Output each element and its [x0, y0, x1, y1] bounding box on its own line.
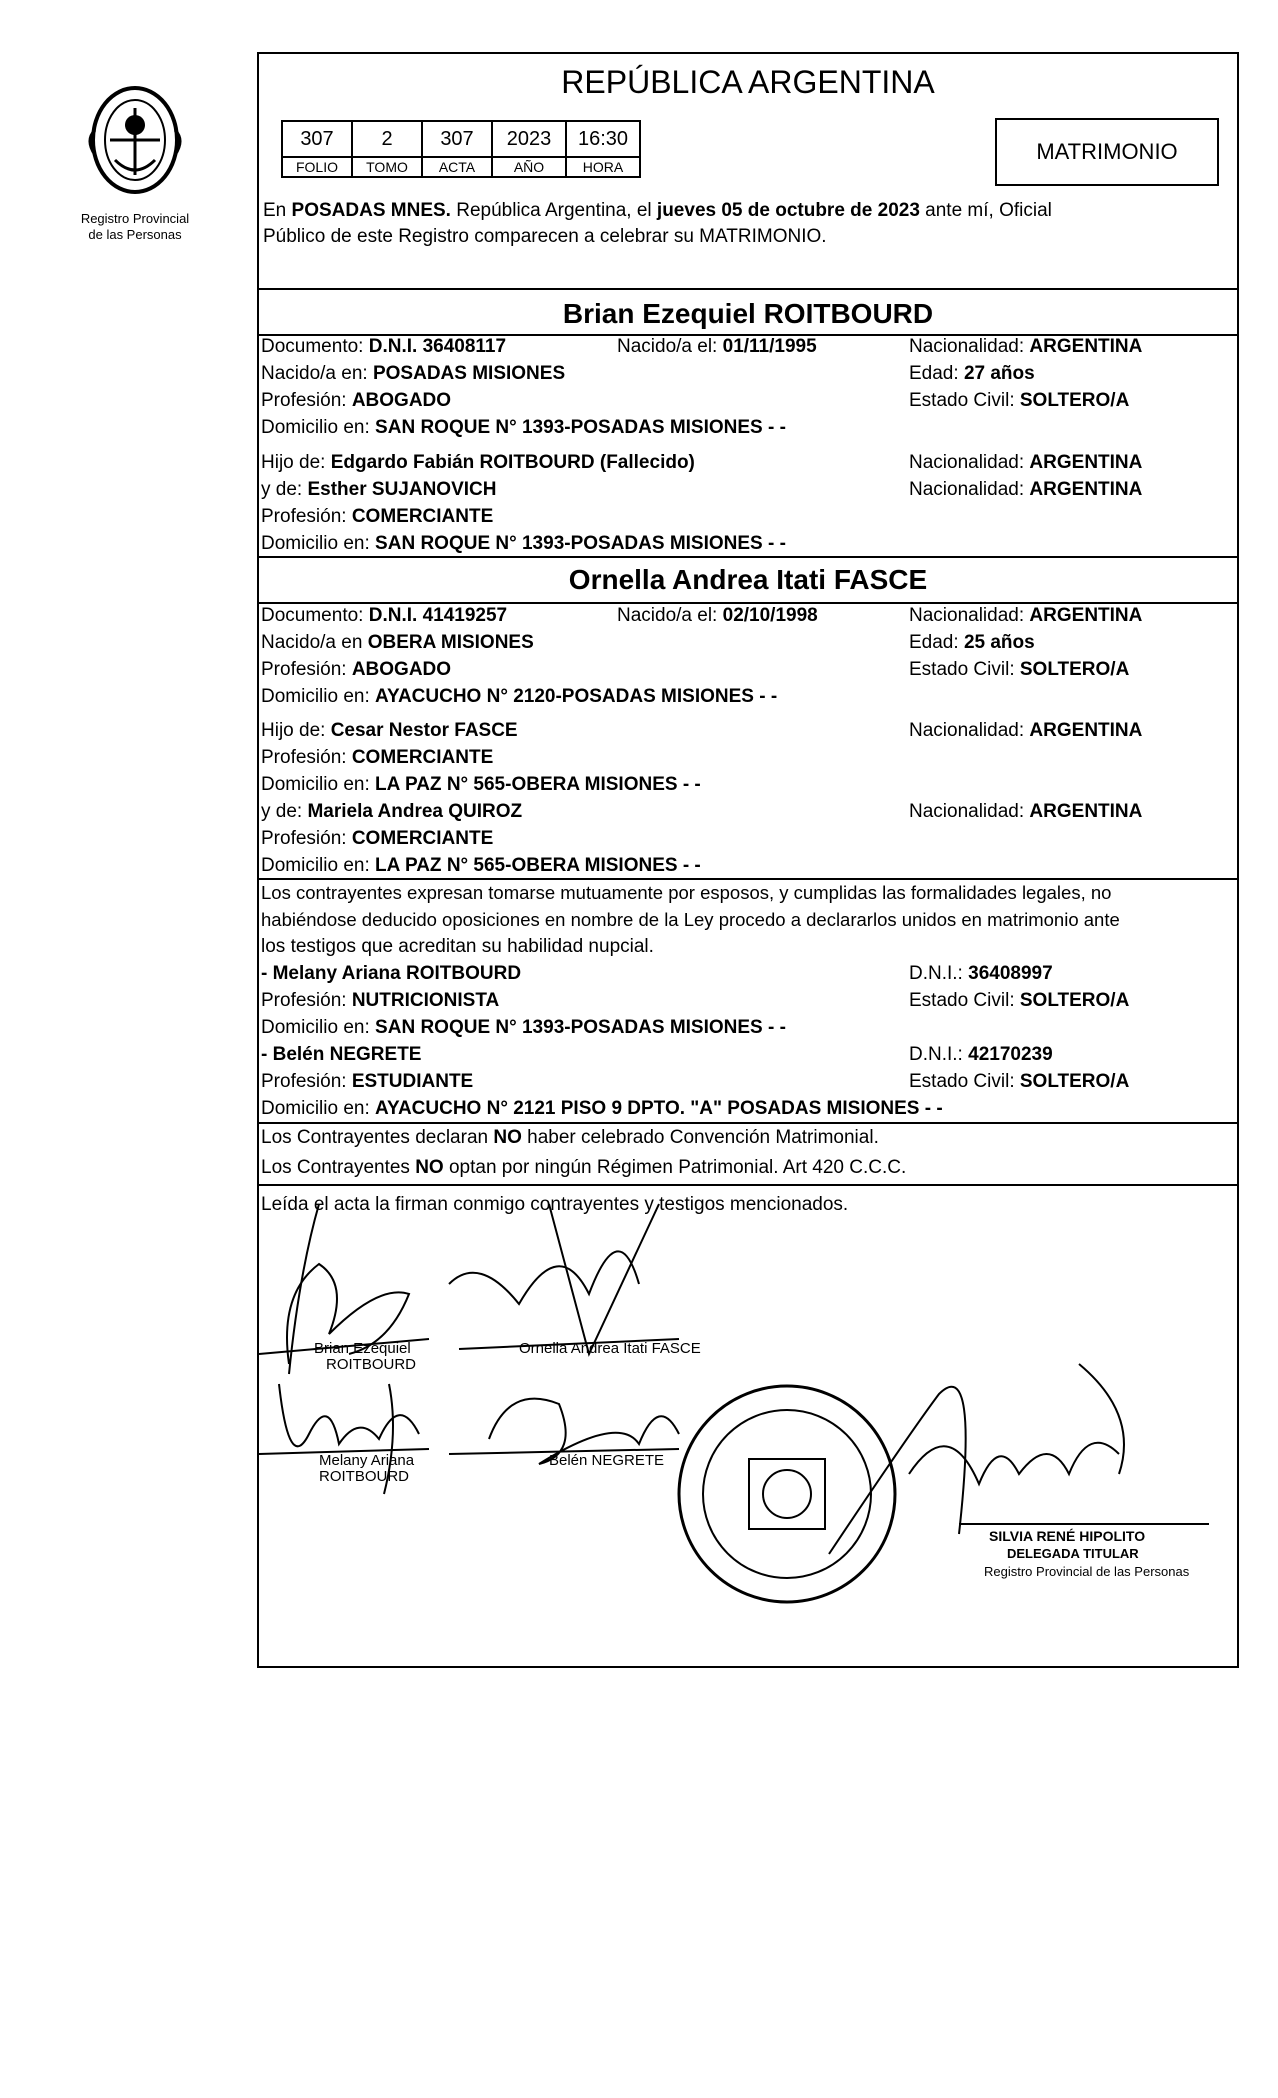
spouse1-address: Domicilio en: SAN ROQUE N° 1393-POSADAS MISIONES - - [261, 417, 786, 438]
tomo-label: TOMO [352, 157, 422, 177]
sig4-caption: Belén NEGRETE [549, 1452, 665, 1469]
declaration-line1: Los contrayentes expresan tomarse mutuamente por esposos, y cumplidas las formalidades legales, no [261, 882, 1112, 903]
spouse2-father-profession: Profesión: COMERCIANTE [261, 747, 494, 768]
spouse2-nationality: Nacionalidad: ARGENTINA [909, 605, 1143, 626]
spouse2-age: Edad: 25 años [909, 632, 1035, 653]
spouse1-born-in: Nacido/a en: POSADAS MISIONES [261, 363, 566, 384]
coat-of-arms-icon [80, 80, 190, 200]
spouse1-parents-profession: Profesión: COMERCIANTE [261, 506, 494, 527]
spouse2-father-address: Domicilio en: LA PAZ N° 565-OBERA MISIONES - - [261, 774, 701, 795]
signature-ink-strokes [259, 54, 1239, 1670]
spouse1-profession: Profesión: ABOGADO [261, 390, 452, 411]
certificate-frame [257, 52, 1239, 1668]
spouse1-mother-nationality: Nacionalidad: ARGENTINA [909, 479, 1143, 500]
spouse1-parents-address: Domicilio en: SAN ROQUE N° 1393-POSADAS MISIONES - - [261, 533, 786, 554]
spouse2-mother-profession: Profesión: COMERCIANTE [261, 828, 494, 849]
declaration-line2: habiéndose deducido oposiciones en nombre de la Ley procedo a declararlos unidos en matrimonio ante [261, 909, 1120, 930]
spouse2-name: Ornella Andrea Itati FASCE [568, 564, 928, 595]
sig1-caption-line2: ROITBOURD [326, 1356, 416, 1373]
spouse2-father-nationality: Nacionalidad: ARGENTINA [909, 720, 1143, 741]
officer-title: DELEGADA TITULAR [1007, 1546, 1139, 1561]
regime-line1: Los Contrayentes declaran NO haber celebrado Convención Matrimonial. [261, 1127, 879, 1148]
spouse1-mother: y de: Esther SUJANOVICH [261, 479, 497, 500]
declaration-line3: los testigos que acreditan su habilidad nupcial. [261, 936, 654, 957]
witness1-address: Domicilio en: SAN ROQUE N° 1393-POSADAS MISIONES - - [261, 1017, 786, 1038]
witness2-name: - Belén NEGRETE [261, 1044, 422, 1065]
spouse2-mother-address: Domicilio en: LA PAZ N° 565-OBERA MISIONES - - [261, 855, 701, 876]
spouse2-address: Domicilio en: AYACUCHO N° 2120-POSADAS MISIONES - - [261, 686, 778, 707]
spouse1-name: Brian Ezequiel ROITBOURD [562, 298, 934, 329]
acta-value: 307 [422, 121, 492, 157]
regime-line2: Los Contrayentes NO optan por ningún Régimen Patrimonial. Art 420 C.C.C. [261, 1157, 907, 1178]
officer-org: Registro Provincial de las Personas [984, 1564, 1190, 1579]
anio-label: AÑO [492, 157, 566, 177]
spouse2-profession: Profesión: ABOGADO [261, 659, 452, 680]
sig1-caption-line1: Brian Ezequiel [314, 1340, 411, 1357]
registry-logo [60, 80, 210, 260]
act-type-box: MATRIMONIO [995, 118, 1219, 186]
spouse1-born-on: Nacido/a el: 01/11/1995 [617, 336, 817, 357]
sig3-caption-line1: Melany Ariana [319, 1452, 415, 1469]
official-seal [679, 1386, 895, 1602]
spouse1-age: Edad: 27 años [909, 363, 1035, 384]
witness2-dni: D.N.I.: 42170239 [909, 1044, 1053, 1065]
spouse1-father: Hijo de: Edgardo Fabián ROITBOURD (Fallecido) [261, 452, 695, 473]
spouse2-born-on: Nacido/a el: 02/10/1998 [617, 605, 818, 626]
hora-label: HORA [566, 157, 640, 177]
folio-label: FOLIO [282, 157, 352, 177]
spouse1-father-nationality: Nacionalidad: ARGENTINA [909, 452, 1143, 473]
spouse2-mother: y de: Mariela Andrea QUIROZ [261, 801, 523, 822]
witness1-dni: D.N.I.: 36408997 [909, 963, 1053, 984]
witness1-civil-status: Estado Civil: SOLTERO/A [909, 990, 1130, 1011]
country-title: REPÚBLICA ARGENTINA [561, 64, 935, 100]
spouse1-nationality: Nacionalidad: ARGENTINA [909, 336, 1143, 357]
spouse2-mother-nationality: Nacionalidad: ARGENTINA [909, 801, 1143, 822]
officer-name: SILVIA RENÉ HIPOLITO [989, 1528, 1146, 1544]
tomo-value: 2 [352, 121, 422, 157]
sig2-caption: Ornella Andrea Itati FASCE [519, 1340, 701, 1357]
witness2-civil-status: Estado Civil: SOLTERO/A [909, 1071, 1130, 1092]
intro-line1: En POSADAS MNES. República Argentina, el jueves 05 de octubre de 2023 ante mí, Oficial [263, 200, 1052, 221]
spouse1-doc: Documento: D.N.I. 36408117 [261, 336, 507, 357]
spouse1-civil-status: Estado Civil: SOLTERO/A [909, 390, 1130, 411]
hora-value: 16:30 [566, 121, 640, 157]
witness1-name: - Melany Ariana ROITBOURD [261, 963, 522, 984]
witness2-profession: Profesión: ESTUDIANTE [261, 1071, 474, 1092]
acta-label: ACTA [422, 157, 492, 177]
intro-line2: Público de este Registro comparecen a celebrar su MATRIMONIO. [263, 226, 827, 247]
witness1-profession: Profesión: NUTRICIONISTA [261, 990, 500, 1011]
spouse2-father: Hijo de: Cesar Nestor FASCE [261, 720, 518, 741]
spouse2-born-in: Nacido/a en OBERA MISIONES [261, 632, 534, 653]
closing-text: Leída el acta la firman conmigo contrayentes y testigos mencionados. [261, 1194, 849, 1215]
spouse2-civil-status: Estado Civil: SOLTERO/A [909, 659, 1130, 680]
org-name: Registro Provincial de las Personas [80, 211, 190, 242]
spouse2-doc: Documento: D.N.I. 41419257 [261, 605, 508, 626]
sig3-caption-line2: ROITBOURD [319, 1468, 409, 1485]
anio-value: 2023 [492, 121, 566, 157]
folio-value: 307 [282, 121, 352, 157]
witness2-address: Domicilio en: AYACUCHO N° 2121 PISO 9 DPTO. "A" POSADAS MISIONES - - [261, 1098, 943, 1119]
